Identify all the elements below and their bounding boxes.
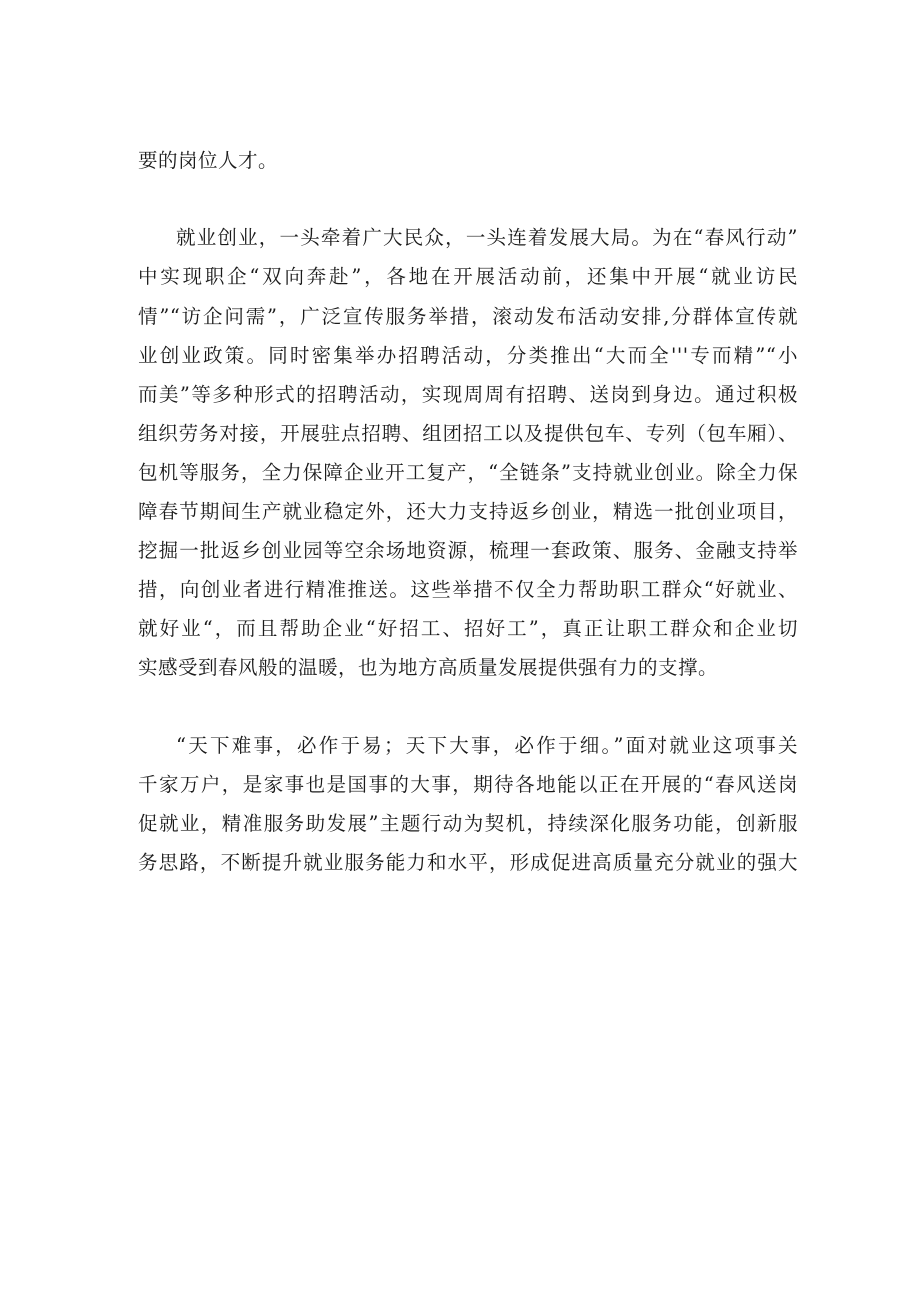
paragraph-2-line-4: 业创业政策。同时密集举办招聘活动，分类推出“大而全'''专而精”“小 — [138, 344, 798, 367]
paragraph-2-line-5: 而美”等多种形式的招聘活动，实现周周有招聘、送岗到身边。通过积极 — [138, 383, 798, 406]
paragraph-2-line-8: 障春节期间生产就业稳定外，还大力支持返乡创业，精选一批创业项目， — [138, 500, 798, 523]
paragraph-2-line-12: 实感受到春风般的温暖，也为地方高质量发展提供强有力的支撑。 — [138, 656, 719, 679]
paragraph-2-line-9: 挖掘一批返乡创业园等空余场地资源，梳理一套政策、服务、金融支持举 — [138, 539, 798, 562]
paragraph-2-line-1: 就业创业，一头牵着广大民众，一头连着发展大局。为在“春风行动” — [176, 226, 798, 249]
paragraph-2-line-2: 中实现职企“双向奔赴”，各地在开展活动前，还集中开展“就业访民 — [138, 265, 798, 288]
paragraph-2-line-10: 措，向创业者进行精准推送。这些举措不仅全力帮助职工群众“好就业、 — [138, 578, 798, 601]
paragraph-2-line-3: 情”“访企问需”，广泛宣传服务举措，滚动发布活动安排,分群体宣传就 — [138, 305, 798, 328]
paragraph-2-line-11: 就好业“，而且帮助企业“好招工、招好工”，真正让职工群众和企业切 — [138, 617, 798, 640]
paragraph-1-line-1: 要的岗位人才。 — [138, 149, 279, 172]
paragraph-3-line-1: “天下难事，必作于易；天下大事，必作于细。”面对就业这项事关 — [176, 734, 798, 757]
paragraph-3-line-2: 千家万户，是家事也是国事的大事，期待各地能以正在开展的“春风送岗 — [138, 773, 798, 796]
paragraph-2-line-6: 组织劳务对接，开展驻点招聘、组团招工以及提供包车、专列（包车厢）、 — [138, 422, 798, 445]
paragraph-3-line-3: 促就业，精准服务助发展”主题行动为契机，持续深化服务功能，创新服 — [138, 812, 798, 835]
paragraph-3-line-4: 务思路，不断提升就业服务能力和水平，形成促进高质量充分就业的强大 — [138, 851, 798, 874]
paragraph-2-line-7: 包机等服务，全力保障企业开工复产，“全链条”支持就业创业。除全力保 — [138, 461, 798, 484]
